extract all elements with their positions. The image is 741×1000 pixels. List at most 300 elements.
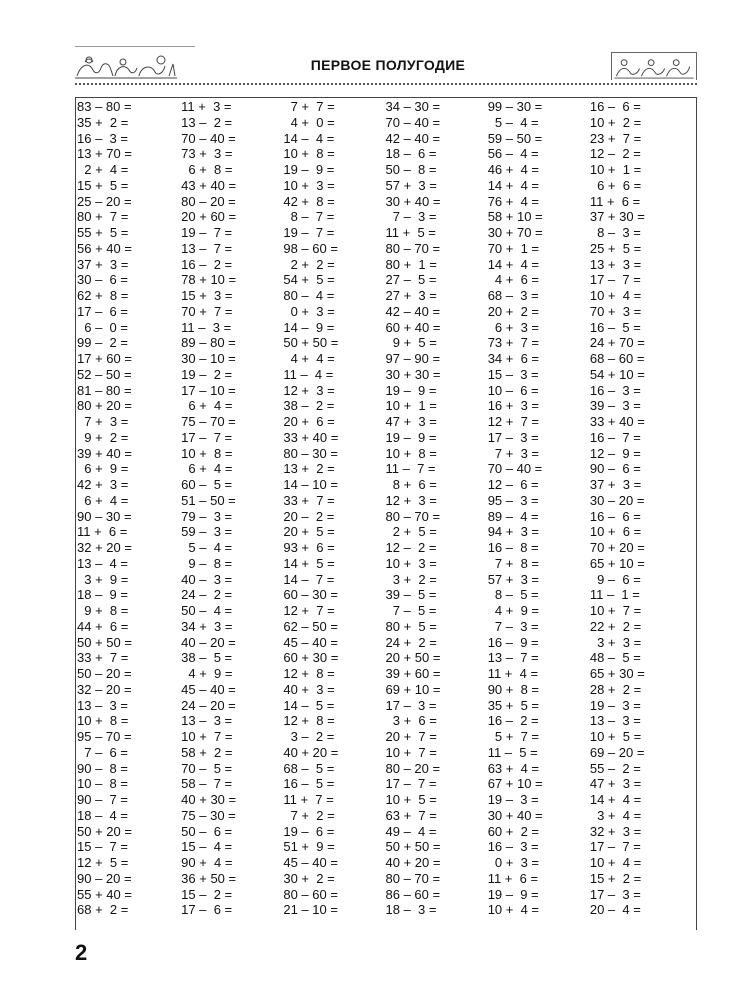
equation: 4 + 0 = — [283, 114, 335, 130]
equation: 63 + 7 = — [385, 807, 437, 823]
equation: 60 + 30 = — [283, 650, 339, 666]
equation: 9 + 2 = — [77, 429, 129, 445]
equation: 90 – 30 = — [77, 508, 132, 524]
equation: 80 + 5 = — [385, 618, 437, 634]
equation: 14 + 4 = — [589, 792, 642, 807]
equation: 6 + 4 = — [77, 492, 129, 508]
equation: 55 + 40 = — [77, 886, 132, 902]
equation: 12 + 3 = — [283, 382, 335, 398]
equation: 80 – 60 = — [283, 886, 338, 902]
equation: 10 + 8 = — [385, 445, 437, 461]
equation: 9 – 8 = — [181, 555, 233, 571]
equation: 47 + 3 = — [385, 414, 437, 429]
equation: 7 – 3 = — [385, 209, 437, 225]
equation: 5 – 4 = — [181, 540, 233, 555]
equation: 16 + 3 = — [487, 398, 540, 414]
equation: 62 – 50 = — [283, 618, 338, 634]
equation: 33 + 40 = — [283, 429, 339, 445]
equation: 10 + 8 = — [181, 445, 233, 461]
equation: 10 + 5 = — [589, 729, 642, 744]
equation: 42 + 3 = — [77, 477, 129, 492]
equation: 34 – 30 = — [385, 99, 441, 114]
equation: 58 – 7 = — [181, 776, 233, 792]
equation: 12 + 8 = — [283, 713, 335, 729]
equation: 12 – 2 = — [589, 146, 641, 162]
equation: 68 + 2 = — [77, 902, 129, 918]
equation: 75 – 30 = — [181, 807, 236, 823]
equation: 7 + 3 = — [77, 414, 129, 429]
equation: 45 – 40 = — [283, 855, 338, 870]
equation: 16 – 2 = — [487, 713, 539, 729]
equation: 30 – 20 = — [589, 492, 645, 508]
equation: 40 – 20 = — [181, 634, 236, 650]
equation: 50 + 20 = — [77, 823, 132, 839]
equation: 81 – 80 = — [77, 382, 132, 398]
equation: 40 + 20 = — [283, 744, 339, 760]
equation: 4 + 9 = — [181, 666, 233, 681]
equation: 15 + 2 = — [589, 870, 642, 886]
equation: 11 – 7 = — [385, 461, 436, 477]
equation: 10 + 1 = — [385, 398, 437, 414]
equation: 4 + 4 = — [283, 351, 335, 366]
equation: 75 – 70 = — [181, 414, 236, 429]
equation: 13 – 3 = — [181, 713, 233, 729]
equation: 14 – 10 = — [283, 477, 338, 492]
equation: 56 – 4 = — [487, 146, 539, 162]
equation: 40 + 20 = — [385, 855, 441, 870]
header-top-rule — [75, 46, 195, 47]
equation: 38 – 5 = — [181, 650, 233, 666]
equation: 65 + 30 = — [589, 666, 645, 681]
exercise-column-5 — [488, 98, 589, 924]
exercise-column-2 — [181, 98, 282, 924]
equation: 52 – 50 = — [77, 366, 132, 382]
equation: 28 + 2 = — [589, 681, 642, 697]
equation: 22 + 2 = — [589, 618, 642, 634]
equation: 6 – 0 = — [77, 319, 128, 335]
equation: 16 – 3 = — [77, 130, 128, 146]
equation: 70 + 20 = — [589, 540, 645, 555]
equation: 17 – 7 = — [385, 776, 437, 792]
equation: 18 – 3 = — [385, 902, 437, 918]
equation: 99 – 30 = — [487, 99, 543, 114]
equation: 13 + 3 = — [589, 256, 642, 272]
equation: 10 + 5 = — [385, 792, 437, 807]
equation: 7 – 6 = — [77, 744, 128, 760]
equation: 15 + 3 = — [181, 288, 233, 303]
equation: 80 – 4 = — [283, 288, 335, 303]
equation: 4 + 6 = — [487, 272, 540, 288]
equation: 42 + 8 = — [283, 193, 335, 209]
equation: 60 – 5 = — [181, 477, 233, 492]
equation: 90 + 4 = — [181, 855, 233, 870]
equation: 6 + 4 = — [181, 461, 233, 477]
equation: 18 – 9 = — [77, 587, 128, 603]
equation: 80 – 20 = — [181, 193, 236, 209]
equation: 11 + 5 = — [385, 225, 436, 240]
equation: 99 – 2 = — [77, 335, 128, 351]
equation: 5 – 4 = — [487, 114, 539, 130]
equation: 17 – 6 = — [77, 303, 128, 319]
equation: 63 + 4 = — [487, 760, 540, 776]
equation: 50 – 4 = — [181, 603, 233, 618]
equation: 15 – 2 = — [181, 886, 233, 902]
equation: 39 – 5 = — [385, 587, 437, 603]
equation: 10 + 3 = — [283, 177, 335, 193]
equation: 16 – 3 = — [589, 382, 641, 398]
equation: 17 – 3 = — [385, 697, 437, 713]
equation: 54 + 10 = — [589, 366, 645, 382]
equation: 10 + 6 = — [589, 524, 642, 540]
equation: 39 – 3 = — [589, 398, 641, 414]
equation: 10 + 3 = — [385, 555, 437, 571]
exercise-column-1 — [77, 98, 178, 924]
equation: 68 – 5 = — [283, 760, 335, 776]
equation: 16 – 3 = — [487, 839, 539, 855]
equation: 80 – 20 = — [385, 760, 441, 776]
equation: 19 – 3 = — [487, 792, 539, 807]
equation: 40 + 30 = — [181, 792, 237, 807]
equation: 39 + 40 = — [77, 445, 132, 461]
equation: 3 + 4 = — [589, 807, 642, 823]
equation: 90 – 6 = — [589, 461, 641, 477]
equation: 19 – 9 = — [283, 162, 335, 177]
equation: 51 – 50 = — [181, 492, 236, 508]
header-dotted-line — [75, 83, 697, 85]
equation: 90 – 8 = — [77, 760, 128, 776]
equation: 9 – 6 = — [589, 571, 641, 587]
equation: 0 + 3 = — [487, 855, 540, 870]
equation: 11 + 6 = — [487, 870, 539, 886]
page-number: 2 — [75, 940, 88, 965]
equation: 50 – 6 = — [181, 823, 233, 839]
equation: 20 – 4 = — [589, 902, 641, 918]
equation: 10 + 4 = — [487, 902, 540, 918]
equation: 50 – 20 = — [77, 666, 132, 681]
equation: 12 + 8 = — [283, 666, 335, 681]
equation: 11 – 1 = — [589, 587, 640, 603]
equation: 30 – 6 = — [77, 272, 128, 288]
equation: 14 – 5 = — [283, 697, 335, 713]
equation: 42 – 40 = — [385, 303, 441, 319]
equation: 8 – 7 = — [283, 209, 335, 225]
equation: 16 – 7 = — [589, 429, 641, 445]
equation: 25 – 20 = — [77, 193, 132, 209]
equation: 13 – 7 = — [487, 650, 539, 666]
equation: 86 – 60 = — [385, 886, 441, 902]
exercise-column-4 — [386, 98, 487, 924]
equation: 73 + 7 = — [487, 335, 540, 351]
equation: 79 – 3 = — [181, 508, 233, 524]
equation: 43 + 40 = — [181, 177, 237, 193]
equation: 14 + 5 = — [283, 555, 335, 571]
equation: 80 + 1 = — [385, 256, 437, 272]
equation: 37 + 30 = — [589, 209, 645, 225]
equation: 20 – 2 = — [283, 508, 335, 524]
equation: 83 – 80 = — [77, 99, 132, 114]
equation: 50 – 8 = — [385, 162, 437, 177]
exercise-columns — [77, 98, 691, 924]
equation: 8 – 3 = — [589, 225, 641, 240]
equation: 12 – 2 = — [385, 540, 437, 555]
equation: 19 – 7 = — [181, 225, 233, 240]
equation: 13 – 2 = — [181, 114, 233, 130]
equation: 16 – 5 = — [589, 319, 641, 335]
equation: 14 – 4 = — [283, 130, 335, 146]
equation: 12 – 9 = — [589, 445, 641, 461]
equation: 10 + 7 = — [385, 744, 437, 760]
equation: 70 + 3 = — [589, 303, 642, 319]
equation: 58 + 10 = — [487, 209, 543, 225]
equation: 11 – 4 = — [283, 366, 334, 382]
equation: 38 – 2 = — [283, 398, 335, 414]
equation: 19 – 3 = — [589, 697, 641, 713]
equation: 10 + 7 = — [181, 729, 233, 744]
equation: 12 + 5 = — [77, 855, 129, 870]
equation: 30 + 30 = — [385, 366, 441, 382]
equation: 3 – 2 = — [283, 729, 335, 744]
equation: 44 + 6 = — [77, 618, 129, 634]
equation: 11 – 5 = — [487, 744, 538, 760]
equation: 90 – 7 = — [77, 792, 128, 807]
exercise-column-3 — [283, 98, 384, 924]
equation: 10 – 6 = — [487, 382, 539, 398]
equation: 70 + 1 = — [487, 240, 540, 256]
equation: 13 + 2 = — [283, 461, 335, 477]
equation: 10 + 7 = — [589, 603, 642, 618]
equation: 8 – 5 = — [487, 587, 539, 603]
equation: 7 – 5 = — [385, 603, 437, 618]
equation: 15 – 3 = — [487, 366, 539, 382]
equation: 17 – 7 = — [589, 839, 641, 855]
page-title: ПЕРВОЕ ПОЛУГОДИЕ — [310, 57, 466, 73]
equation: 3 + 3 = — [589, 634, 642, 650]
equation: 76 + 4 = — [487, 193, 540, 209]
equation: 23 + 7 = — [589, 130, 642, 146]
equation: 10 + 8 = — [283, 146, 335, 162]
equation: 11 + 6 = — [77, 524, 128, 540]
equation: 6 + 8 = — [181, 162, 233, 177]
equation: 95 – 3 = — [487, 492, 539, 508]
equation: 57 + 3 = — [487, 571, 540, 587]
equation: 39 + 60 = — [385, 666, 441, 681]
equation: 20 + 5 = — [283, 524, 335, 540]
equation: 46 + 4 = — [487, 162, 540, 177]
equation: 16 – 6 = — [589, 508, 641, 524]
equation: 13 – 4 = — [77, 555, 128, 571]
equation: 50 + 50 = — [385, 839, 441, 855]
equation: 10 + 2 = — [589, 114, 642, 130]
equation: 11 + 3 = — [181, 99, 232, 114]
equation: 3 + 6 = — [385, 713, 437, 729]
equation: 30 + 40 = — [385, 193, 441, 209]
equation: 89 – 4 = — [487, 508, 539, 524]
equation: 16 – 9 = — [487, 634, 539, 650]
equation: 25 + 5 = — [589, 240, 642, 256]
equation: 11 + 4 = — [487, 666, 539, 681]
equation: 94 + 3 = — [487, 524, 540, 540]
equation: 30 + 40 = — [487, 807, 543, 823]
equation: 4 + 9 = — [487, 603, 540, 618]
equation: 45 – 40 = — [181, 681, 236, 697]
equation: 17 – 3 = — [487, 429, 539, 445]
equation: 19 – 9 = — [487, 886, 539, 902]
equation: 34 + 3 = — [181, 618, 233, 634]
equation: 60 – 30 = — [283, 587, 338, 603]
equation: 7 – 3 = — [487, 618, 539, 634]
equation: 55 + 5 = — [77, 225, 129, 240]
equation: 32 + 20 = — [77, 540, 132, 555]
equation: 37 + 3 = — [77, 256, 129, 272]
equation: 3 + 9 = — [77, 571, 129, 587]
equation: 17 – 7 = — [181, 429, 233, 445]
equation: 0 + 3 = — [283, 303, 335, 319]
equation: 97 – 90 = — [385, 351, 441, 366]
equation: 80 – 30 = — [283, 445, 338, 461]
equation: 12 + 3 = — [385, 492, 437, 508]
equation: 13 + 70 = — [77, 146, 132, 162]
equation: 10 + 1 = — [589, 162, 642, 177]
equation: 30 + 70 = — [487, 225, 543, 240]
equation: 14 + 4 = — [487, 256, 540, 272]
equation: 17 – 3 = — [589, 886, 641, 902]
exercise-column-6 — [590, 98, 691, 924]
equation: 9 + 8 = — [77, 603, 129, 618]
equation: 30 – 10 = — [181, 351, 236, 366]
equation: 17 – 6 = — [181, 902, 233, 918]
equation: 33 + 40 = — [589, 414, 645, 429]
equation: 67 + 10 = — [487, 776, 543, 792]
equation: 35 + 2 = — [77, 114, 129, 130]
equation: 51 + 9 = — [283, 839, 335, 855]
equation: 58 + 2 = — [181, 744, 233, 760]
equation: 36 + 50 = — [181, 870, 237, 886]
equation: 56 + 40 = — [77, 240, 132, 256]
equation: 14 – 9 = — [283, 319, 335, 335]
equation: 57 + 3 = — [385, 177, 437, 193]
equation: 80 – 70 = — [385, 870, 441, 886]
equation: 90 – 20 = — [77, 870, 132, 886]
equation: 68 – 3 = — [487, 288, 539, 303]
equation: 32 – 20 = — [77, 681, 132, 697]
equation: 2 + 2 = — [283, 256, 335, 272]
equation: 11 + 6 = — [589, 193, 641, 209]
equation: 7 + 8 = — [487, 555, 540, 571]
equation: 93 + 6 = — [283, 540, 335, 555]
equation: 20 + 60 = — [181, 209, 237, 225]
equation: 16 – 2 = — [181, 256, 233, 272]
equation: 24 – 2 = — [181, 587, 233, 603]
equation: 18 – 4 = — [77, 807, 128, 823]
equation: 60 + 40 = — [385, 319, 441, 335]
equation: 17 + 60 = — [77, 351, 132, 366]
equation: 70 – 40 = — [181, 130, 236, 146]
equation: 55 – 2 = — [589, 760, 641, 776]
equation: 6 + 3 = — [487, 319, 540, 335]
equation: 13 – 3 = — [77, 697, 128, 713]
equation: 34 + 6 = — [487, 351, 540, 366]
equation: 6 + 6 = — [589, 177, 642, 193]
equation: 33 + 7 = — [283, 492, 335, 508]
equation: 70 – 40 = — [385, 114, 441, 130]
equation: 69 – 20 = — [589, 744, 645, 760]
equation: 15 – 4 = — [181, 839, 233, 855]
equation: 68 – 60 = — [589, 351, 645, 366]
equation: 35 + 5 = — [487, 697, 540, 713]
equation: 6 + 9 = — [77, 461, 129, 477]
equation: 95 – 70 = — [77, 729, 132, 744]
equation: 15 – 7 = — [77, 839, 128, 855]
equation: 89 – 80 = — [181, 335, 236, 351]
equation: 27 – 5 = — [385, 272, 437, 288]
equation: 10 + 4 = — [589, 288, 642, 303]
equation: 11 + 7 = — [283, 792, 334, 807]
equation: 80 + 7 = — [77, 209, 129, 225]
equation: 19 – 7 = — [283, 225, 335, 240]
equation: 20 + 50 = — [385, 650, 441, 666]
equation: 49 – 4 = — [385, 823, 437, 839]
equation: 19 – 6 = — [283, 823, 335, 839]
equation: 16 – 5 = — [283, 776, 335, 792]
equation: 17 – 10 = — [181, 382, 236, 398]
equation: 73 + 3 = — [181, 146, 233, 162]
equation: 48 – 5 = — [589, 650, 641, 666]
equation: 50 + 50 = — [283, 335, 339, 351]
equation: 12 + 7 = — [487, 414, 540, 429]
equation: 45 – 40 = — [283, 634, 338, 650]
equation: 21 – 10 = — [283, 902, 338, 918]
equation: 27 + 3 = — [385, 288, 437, 303]
equation: 14 – 7 = — [283, 571, 335, 587]
equation: 20 + 7 = — [385, 729, 437, 744]
equation: 7 + 2 = — [283, 807, 335, 823]
equation: 2 + 4 = — [77, 162, 129, 177]
equation: 5 + 7 = — [487, 729, 540, 744]
equation: 20 + 6 = — [283, 414, 335, 429]
equation: 12 + 7 = — [283, 603, 335, 618]
equation: 11 – 3 = — [181, 319, 232, 335]
equation: 16 – 6 = — [589, 99, 641, 114]
equation: 40 – 3 = — [181, 571, 233, 587]
equation: 30 + 2 = — [283, 870, 335, 886]
equation: 18 – 6 = — [385, 146, 437, 162]
equation: 10 + 4 = — [589, 855, 642, 870]
equation: 8 + 6 = — [385, 477, 437, 492]
equation: 50 + 50 = — [77, 634, 132, 650]
equation: 10 – 8 = — [77, 776, 128, 792]
equation: 14 + 4 = — [487, 177, 540, 193]
equation: 13 – 7 = — [181, 240, 233, 256]
equation: 32 + 3 = — [589, 823, 642, 839]
equation: 80 + 20 = — [77, 398, 132, 414]
equation: 37 + 3 = — [589, 477, 642, 492]
animals-illustration-left — [75, 50, 177, 80]
equation: 47 + 3 = — [589, 776, 642, 792]
equation: 7 + 3 = — [487, 445, 540, 461]
equation: 19 – 9 = — [385, 429, 437, 445]
equation: 19 – 9 = — [385, 382, 437, 398]
equation: 70 – 40 = — [487, 461, 543, 477]
equation: 17 – 7 = — [589, 272, 641, 288]
equation: 59 – 50 = — [487, 130, 543, 146]
equation: 80 – 70 = — [385, 508, 441, 524]
equation: 90 + 8 = — [487, 681, 540, 697]
equation: 3 + 2 = — [385, 571, 437, 587]
equation: 70 + 7 = — [181, 303, 233, 319]
equation: 59 – 3 = — [181, 524, 233, 540]
equation: 62 + 8 = — [77, 288, 129, 303]
equation: 65 + 10 = — [589, 555, 645, 571]
